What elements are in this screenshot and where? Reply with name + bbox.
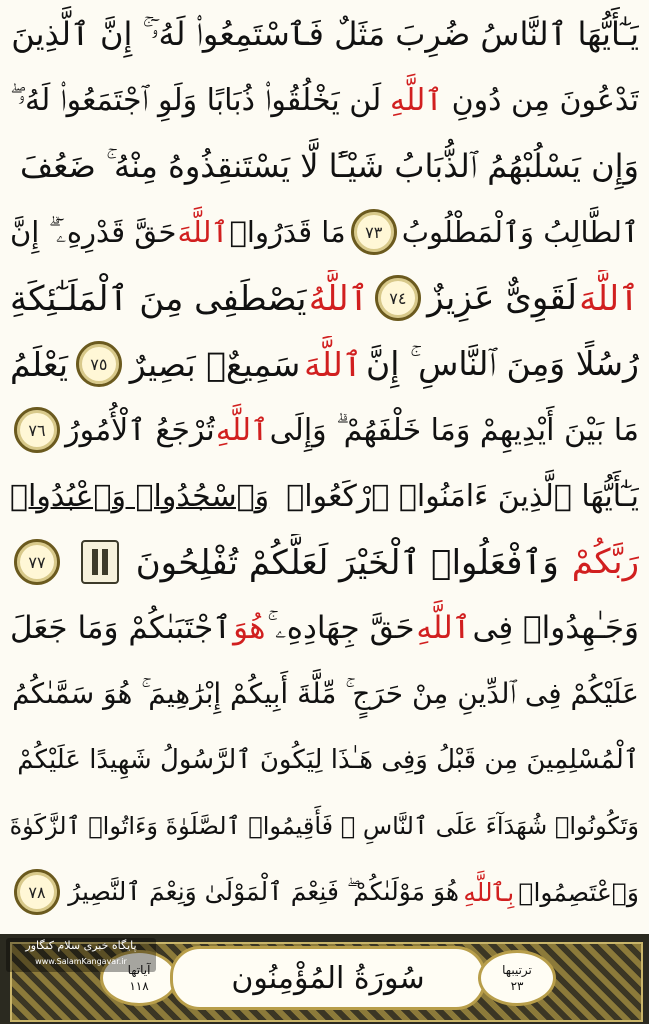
verse-text: ٱلطَّالِبُ وَٱلْمَطْلُوبُ (401, 215, 639, 249)
verse-text: وَإِن يَسْلُبْهُمُ ٱلذُّبَابُ شَيْـًٔا لَّا يَسْتَنقِذُوهُ مِنْهُ ۚ ضَعُفَ (20, 146, 639, 185)
verse-line (10, 336, 639, 392)
ayah-count-label: آیاتها (127, 963, 151, 977)
verse-text: وَجَـٰهِدُوا۟ فِى (472, 610, 639, 646)
verse-text: تُرْجَعُ ٱلْأُمُورُ (65, 412, 215, 448)
ayah-number-marker: ٧٦ (14, 407, 60, 453)
verse-text: حَقَّ جِهَادِهِۦ ۚ (267, 609, 415, 646)
watermark-url: www.SalamKangavar.ir (35, 957, 127, 966)
verse-text: يَـٰٓأَيُّهَا ٱلَّذِينَ ءَامَنُوا۟ ٱرْكَعُوا۟ (286, 478, 639, 514)
verse-text: رُسُلًا وَمِنَ ٱلنَّاسِ ۚ إِنَّ (365, 344, 639, 383)
verse-line (10, 732, 639, 788)
divine-name-text: بِٱللَّهِ (463, 877, 515, 907)
verse-text: سَمِيعٌۢ بَصِيرٌ (129, 344, 301, 384)
verse-text: تَدْعُونَ مِن دُونِ (451, 82, 639, 118)
verse-text: يَـٰٓأَيُّهَا ٱلنَّاسُ ضُرِبَ مَثَلٌ فَٱسْتَمِعُوا۟ لَهُۥٓ ۚ إِنَّ ٱلَّذِينَ (11, 14, 639, 53)
watermark-text: پایگاه خبری سلام کنگاور (25, 939, 137, 952)
verse-text: مَا بَيْنَ أَيْدِيهِمْ وَمَا خَلْفَهُمْ ۗ وَإِلَى (269, 412, 639, 448)
ayah-number-marker: ٧٤ (375, 275, 421, 321)
divine-name-text: ٱللَّهُ (308, 278, 369, 319)
verse-line (10, 6, 639, 62)
verse-line (10, 402, 639, 458)
sajda-icon (81, 540, 119, 584)
verse-line (10, 600, 639, 656)
verse-line (10, 864, 639, 920)
verse-line (10, 468, 639, 524)
divine-name-text: هُوَ (233, 610, 266, 646)
divine-name-text: ٱللَّهِ (390, 82, 443, 118)
verse-text: يَصْطَفِى مِنَ ٱلْمَلَـٰٓئِكَةِ (10, 278, 307, 319)
verse-text: ٱجْتَبَىٰكُمْ وَمَا جَعَلَ (10, 610, 232, 646)
ayah-number-marker: ٧٧ (14, 539, 60, 585)
verse-line (10, 666, 639, 722)
verse-text: وَٱفْعَلُوا۟ ٱلْخَيْرَ لَعَلَّكُمْ تُفْلِحُونَ (135, 542, 559, 583)
surah-order-label: ترتیبها (502, 963, 532, 977)
divine-name-text: ٱللَّهَ (304, 344, 363, 384)
surah-order-value: ٢٣ (510, 979, 524, 993)
verse-line (10, 270, 639, 326)
verse-text: يَعْلَمُ (10, 344, 69, 384)
divine-name-text: رَبَّكُمْ (571, 542, 639, 582)
verse-text: لَن يَخْلُقُوا۟ ذُبَابًا وَلَوِ ٱجْتَمَعُوا۟ لَهُۥ ۖ (10, 82, 382, 118)
verse-line (10, 138, 639, 194)
surah-order-badge (478, 950, 556, 1006)
ayah-number-marker: ٧٣ (351, 209, 397, 255)
verse-text: وَٱعْتَصِمُوا۟ (518, 877, 639, 907)
verse-text: وَٱسْجُدُوا۟ وَٱعْبُدُوا۟ (10, 478, 270, 514)
surah-title: سُورَةُ المُؤْمِنُون (170, 946, 486, 1010)
verse-text: ٱلْمُسْلِمِينَ مِن قَبْلُ وَفِى هَـٰذَا لِيَكُونَ ٱلرَّسُولُ شَهِيدًا عَلَيْكُمْ (17, 745, 639, 775)
verse-line (10, 798, 639, 854)
ayah-number-marker: ٧٨ (14, 869, 60, 915)
verse-text: حَقَّ قَدْرِهِۦٓ ۗ إِنَّ (10, 214, 177, 249)
verse-text: هُوَ مَوْلَىٰكُمْ ۖ فَنِعْمَ ٱلْمَوْلَىٰ وَنِعْمَ ٱلنَّصِيرُ (68, 877, 460, 906)
divine-name-text: ٱللَّهِ (416, 610, 471, 646)
watermark (6, 938, 156, 972)
divine-name-text: ٱللَّهِ (215, 412, 269, 448)
verse-text: عَلَيْكُمْ فِى ٱلدِّينِ مِنْ حَرَجٍ ۚ مِّلَّةَ أَبِيكُمْ إِبْرَٰهِيمَ ۚ هُوَ سَمَّىٰكُمُ (12, 677, 639, 710)
ayah-count-value: ١١٨ (129, 979, 149, 993)
verse-line (10, 204, 639, 260)
verse-line (10, 534, 639, 590)
verse-lines (10, 6, 639, 931)
verse-text: لَقَوِىٌّ عَزِيزٌ (427, 278, 577, 318)
divine-name-text: ٱللَّهَ (579, 278, 639, 319)
verse-line (10, 72, 639, 128)
divine-name-text: ٱللَّهَ (177, 215, 229, 249)
verse-text: مَا قَدَرُوا۟ (229, 215, 346, 249)
verse-text: وَتَكُونُوا۟ شُهَدَآءَ عَلَى ٱلنَّاسِ ۚ فَأَقِيمُوا۟ ٱلصَّلَوٰةَ وَءَاتُوا۟ ٱلزَّكَوٰةَ (10, 812, 639, 840)
ayah-number-marker: ٧٥ (76, 341, 122, 387)
